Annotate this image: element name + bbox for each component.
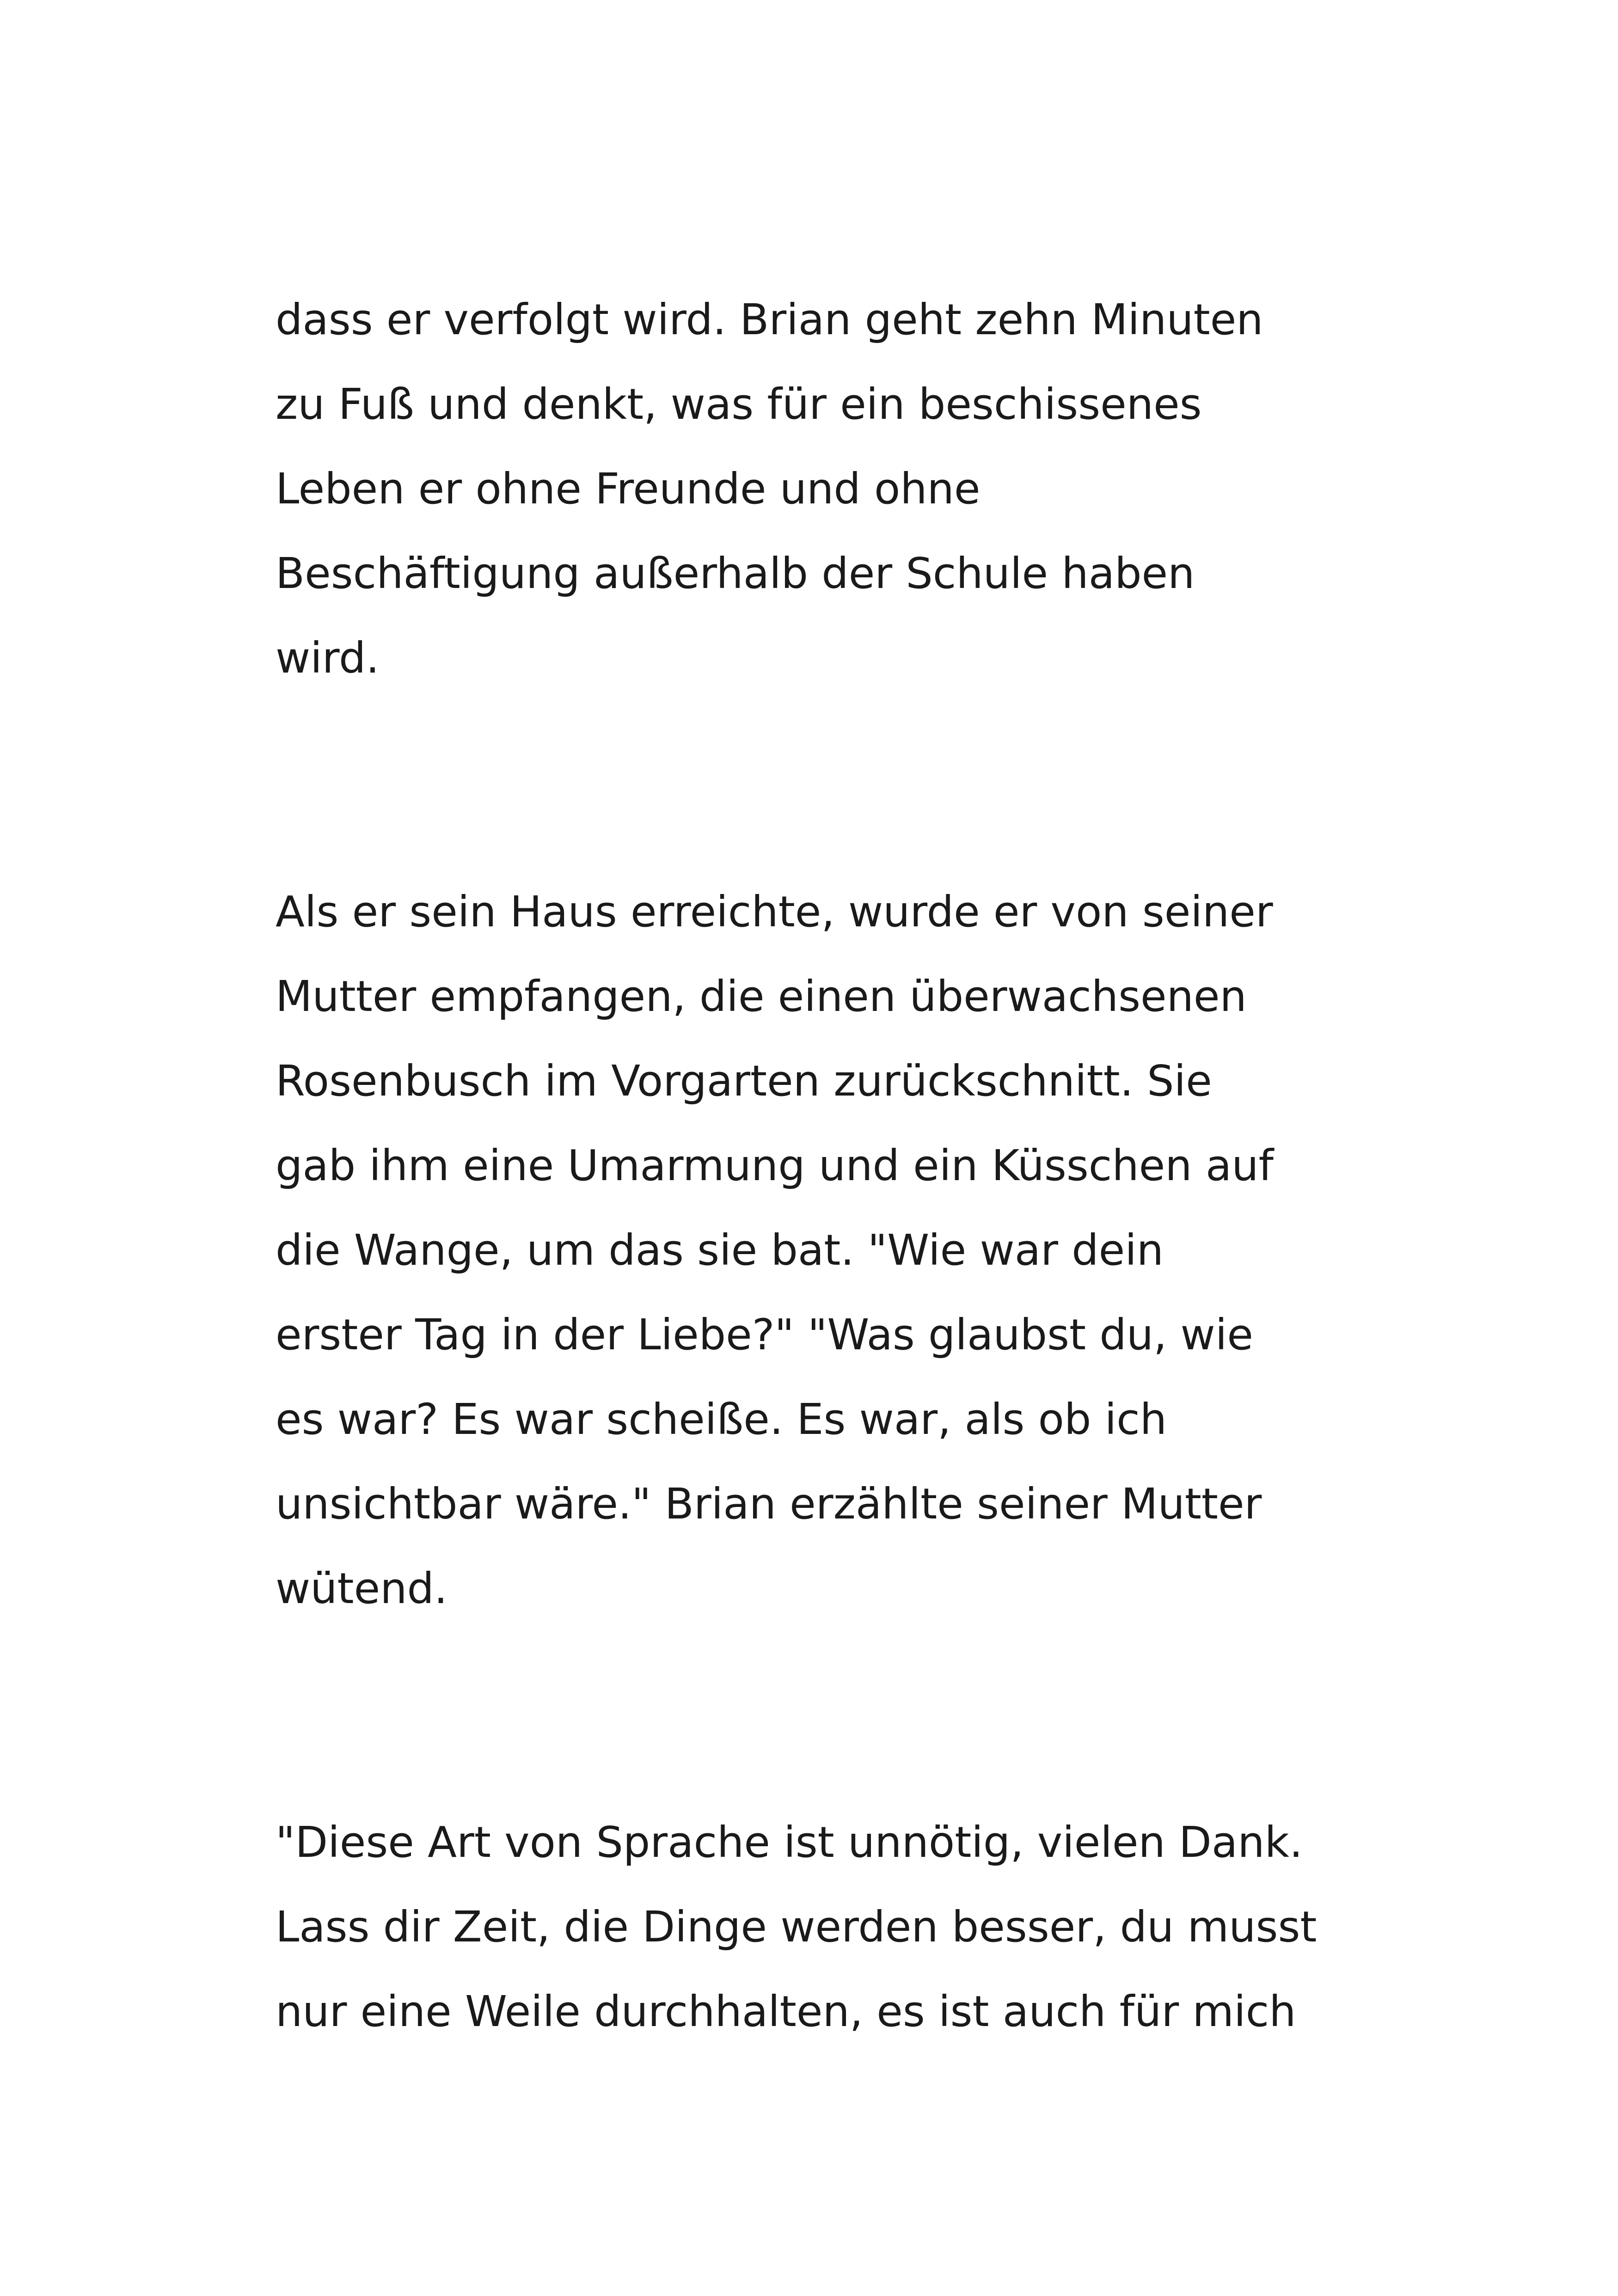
text-line: Mutter empfangen, die einen überwachsenen [276,972,1247,1021]
paragraph-2 [276,869,1367,1631]
text-line: Als er sein Haus erreichte, wurde er von seiner [276,887,1273,937]
text-line: Leben er ohne Freunde und ohne [276,464,981,514]
text-line: wird. [276,633,380,683]
text-line: Beschäftigung außerhalb der Schule haben [276,549,1195,598]
text-line: unsichtbar wäre." Brian erzählte seiner Mutter [276,1479,1262,1529]
text-line: "Diese Art von Sprache ist unnötig, vielen Dank. [276,1818,1303,1867]
text-line: Lass dir Zeit, die Dinge werden besser, du musst [276,1902,1317,1952]
text-line: die Wange, um das sie bat. "Wie war dein [276,1225,1164,1275]
text-line: wütend. [276,1564,448,1613]
text-line: gab ihm eine Umarmung und ein Küsschen auf [276,1141,1274,1190]
text-line: dass er verfolgt wird. Brian geht zehn Minuten [276,295,1263,344]
text-line: es war? Es war scheiße. Es war, als ob ich [276,1395,1167,1444]
text-line: zu Fuß und denkt, was für ein beschissenes [276,380,1202,429]
paragraph-3 [276,1800,1367,2054]
text-line: nur eine Weile durchhalten, es ist auch für mich [276,1987,1296,2036]
text-line: erster Tag in der Liebe?" "Was glaubst du, wie [276,1310,1253,1359]
paragraph-1 [276,277,1367,700]
body-text [276,277,1367,2054]
text-line: Rosenbusch im Vorgarten zurückschnitt. Sie [276,1056,1212,1106]
